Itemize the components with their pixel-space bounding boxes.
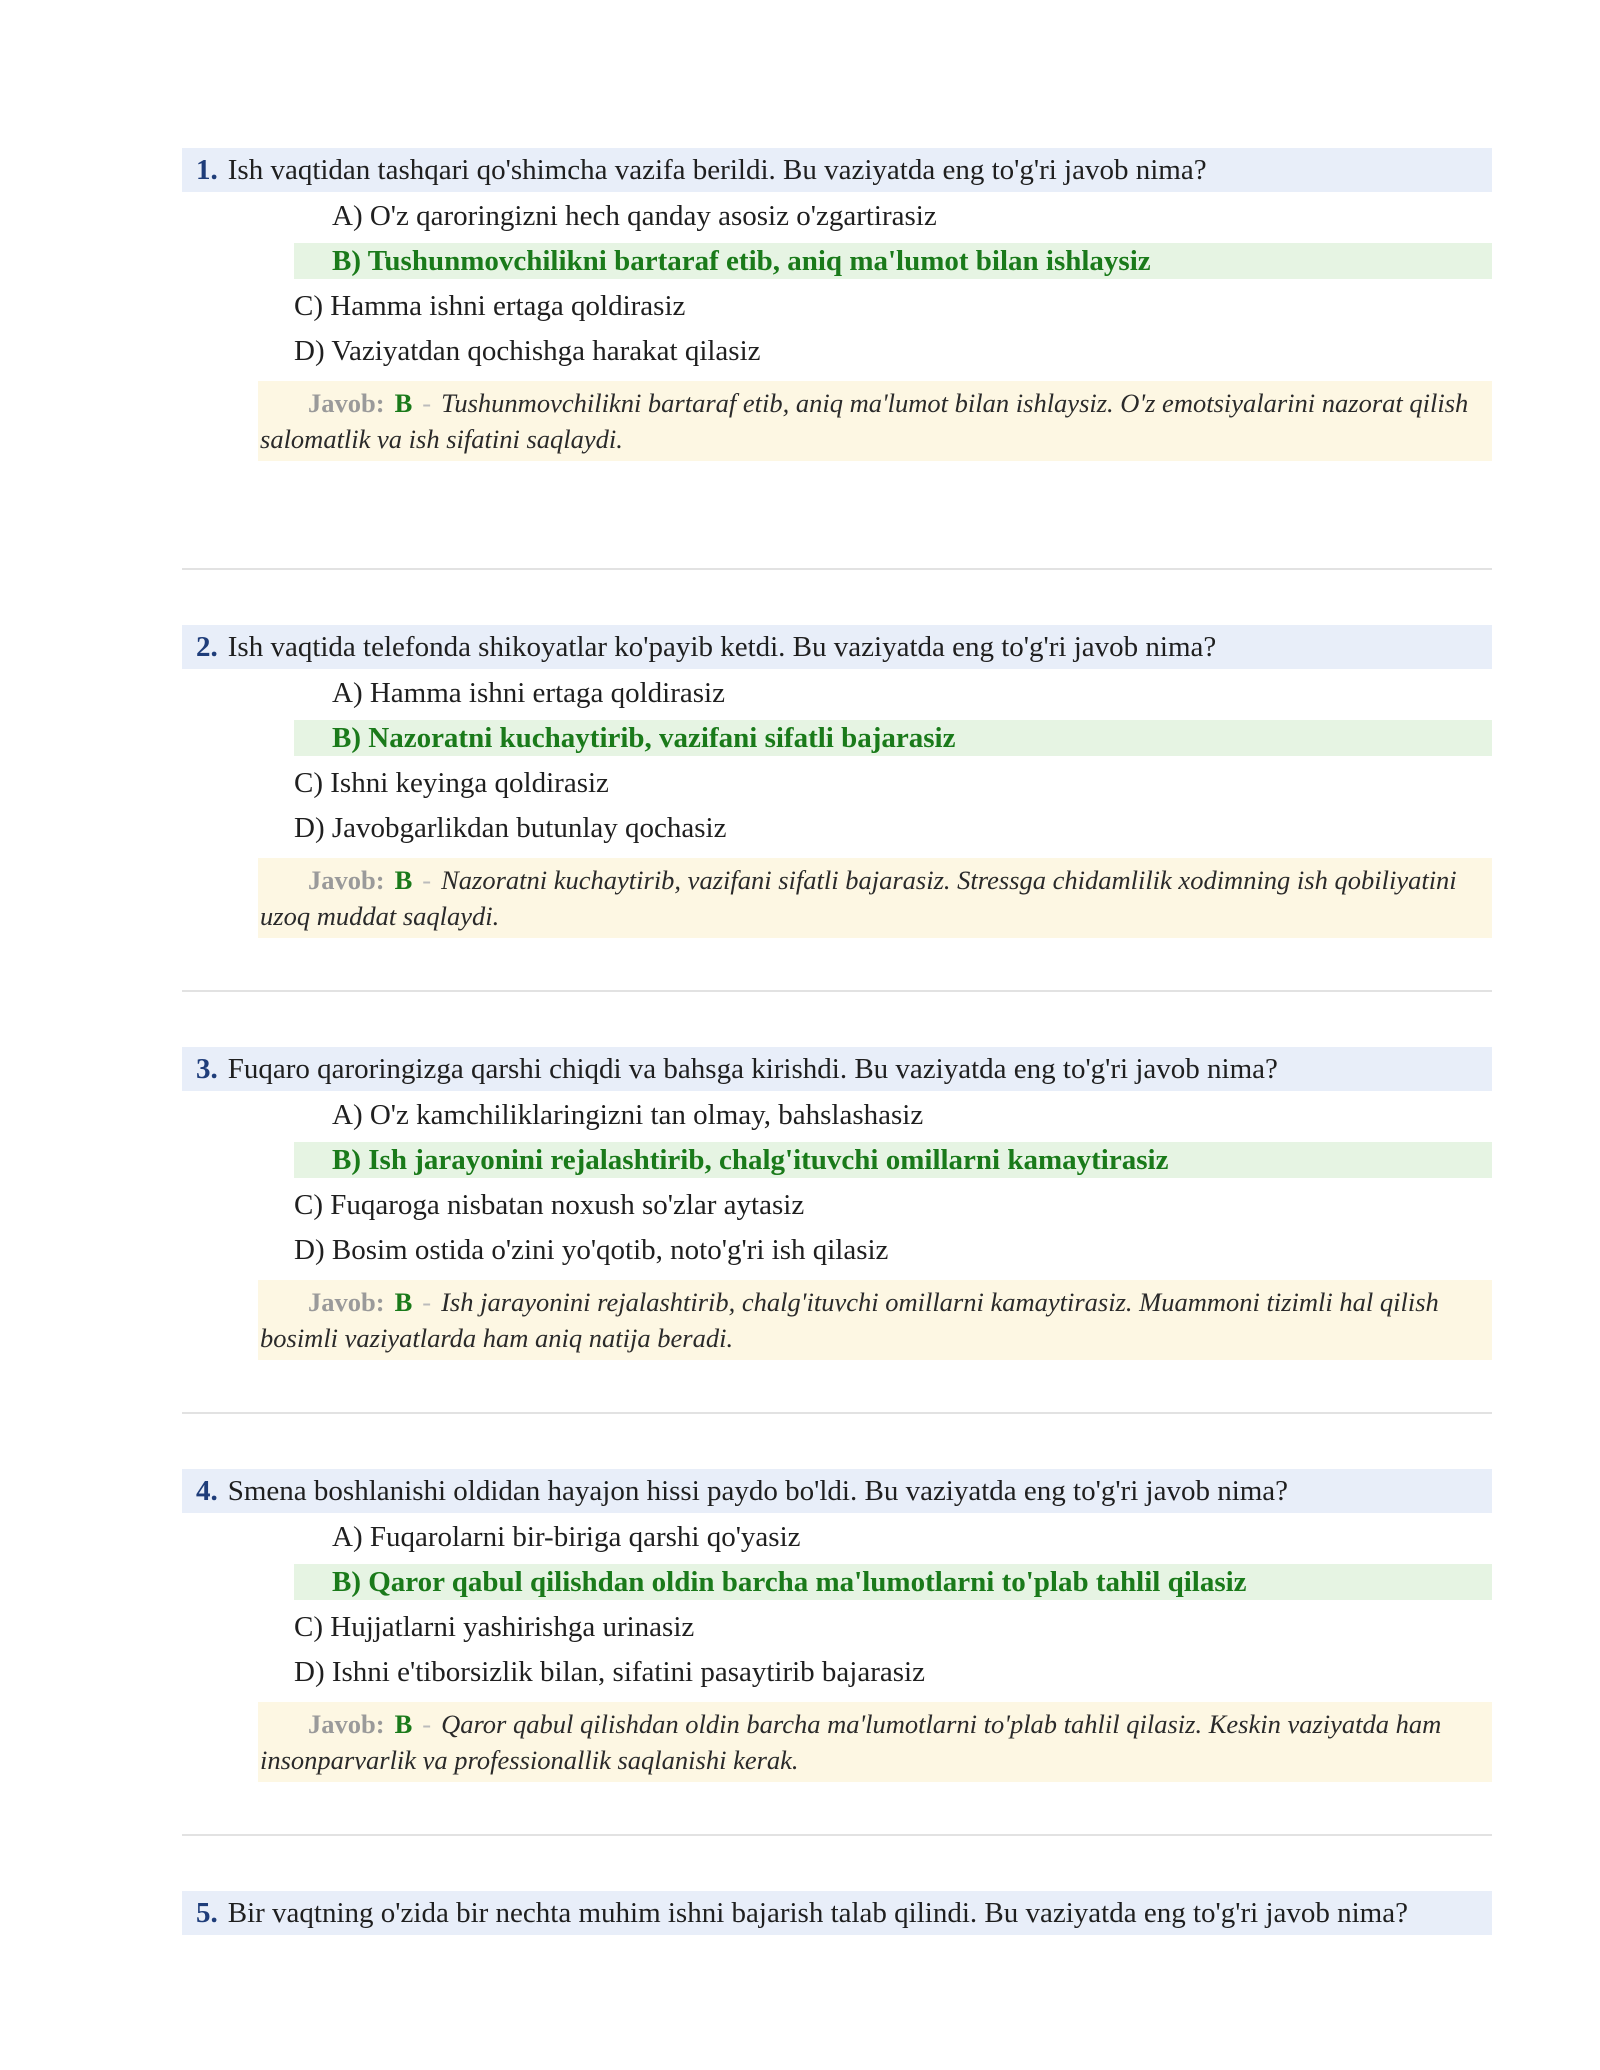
answer-explanation [258,1702,1492,1782]
option-d: D) Vaziyatdan qochishga harakat qilasiz [294,335,761,367]
question-text: Smena boshlanishi oldidan hayajon hissi paydo bo'ldi. Bu vaziyatda eng to'g'ri javob nima? [227,1475,1289,1507]
question-header [182,1047,1492,1091]
option-a: A) O'z kamchiliklaringizni tan olmay, bahslashasiz [332,1099,924,1131]
question-number: 4. [196,1475,218,1507]
answer-letter: B [394,1287,413,1317]
answer-letter: B [394,1709,413,1739]
question-header [182,148,1492,192]
quiz-page [182,148,1492,1935]
answer-explanation [258,381,1492,461]
answer-label: Javob: [308,1709,385,1739]
answer-text: Nazoratni kuchaytirib, vazifani sifatli bajarasiz. Stressga chidamlilik xodimning ish qobiliyatini uzoq muddat saqlaydi. [260,865,1457,931]
answer-dash: - [422,865,432,895]
option-d: D) Bosim ostida o'zini yo'qotib, noto'g'ri ish qilasiz [294,1234,889,1266]
answer-dash: - [422,1709,432,1739]
question-header [182,1891,1492,1935]
question-1 [182,148,1492,570]
option-b-correct: B) Tushunmovchilikni bartaraf etib, aniq ma'lumot bilan ishlaysiz [294,243,1492,279]
question-number: 3. [196,1053,218,1085]
question-number: 1. [196,154,218,186]
answer-letter: B [394,865,413,895]
question-5 [182,1836,1492,1935]
option-d: D) Javobgarlikdan butunlay qochasiz [294,812,727,844]
question-4 [182,1414,1492,1836]
question-3 [182,992,1492,1414]
option-a: A) Fuqarolarni bir-biriga qarshi qo'yasiz [332,1521,801,1553]
question-text: Ish vaqtida telefonda shikoyatlar ko'payib ketdi. Bu vaziyatda eng to'g'ri javob nima? [227,631,1217,663]
answer-explanation [258,1280,1492,1360]
option-a: A) Hamma ishni ertaga qoldirasiz [332,677,725,709]
question-number: 5. [196,1897,218,1929]
question-number: 2. [196,631,218,663]
answer-label: Javob: [308,388,385,418]
option-c: C) Hujjatlarni yashirishga urinasiz [294,1611,695,1643]
question-header [182,1469,1492,1513]
answer-letter: B [394,388,413,418]
answer-label: Javob: [308,865,385,895]
option-b-correct: B) Qaror qabul qilishdan oldin barcha ma'lumotlarni to'plab tahlil qilasiz [294,1564,1492,1600]
answer-text: Tushunmovchilikni bartaraf etib, aniq ma'lumot bilan ishlaysiz. O'z emotsiyalarini nazorat qilish salomatlik va ish sifatini saqlaydi. [260,388,1469,454]
answer-explanation [258,858,1492,938]
option-b-correct: B) Nazoratni kuchaytirib, vazifani sifatli bajarasiz [294,720,1492,756]
question-header [182,625,1492,669]
option-b-correct: B) Ish jarayonini rejalashtirib, chalg'ituvchi omillarni kamaytirasiz [294,1142,1492,1178]
answer-dash: - [422,388,432,418]
answer-dash: - [422,1287,432,1317]
answer-label: Javob: [308,1287,385,1317]
option-a: A) O'z qaroringizni hech qanday asosiz o'zgartirasiz [332,200,937,232]
option-c: C) Hamma ishni ertaga qoldirasiz [294,290,686,322]
answer-text: Ish jarayonini rejalashtirib, chalg'ituvchi omillarni kamaytirasiz. Muammoni tizimli hal qilish bosimli vaziyatlarda ham aniq natija beradi. [260,1287,1439,1353]
option-d: D) Ishni e'tiborsizlik bilan, sifatini pasaytirib bajarasiz [294,1656,925,1688]
question-2 [182,570,1492,992]
question-text: Fuqaro qaroringizga qarshi chiqdi va bahsga kirishdi. Bu vaziyatda eng to'g'ri javob nima? [227,1053,1278,1085]
question-text: Bir vaqtning o'zida bir nechta muhim ishni bajarish talab qilindi. Bu vaziyatda eng to'g'ri javob nima? [227,1897,1408,1929]
question-text: Ish vaqtidan tashqari qo'shimcha vazifa berildi. Bu vaziyatda eng to'g'ri javob nima? [227,154,1207,186]
answer-text: Qaror qabul qilishdan oldin barcha ma'lumotlarni to'plab tahlil qilasiz. Keskin vaziyatda ham insonparvarlik va professionallik saqlanishi kerak. [260,1709,1442,1775]
option-c: C) Ishni keyinga qoldirasiz [294,767,609,799]
divider [182,1834,1492,1836]
option-c: C) Fuqaroga nisbatan noxush so'zlar aytasiz [294,1189,805,1221]
